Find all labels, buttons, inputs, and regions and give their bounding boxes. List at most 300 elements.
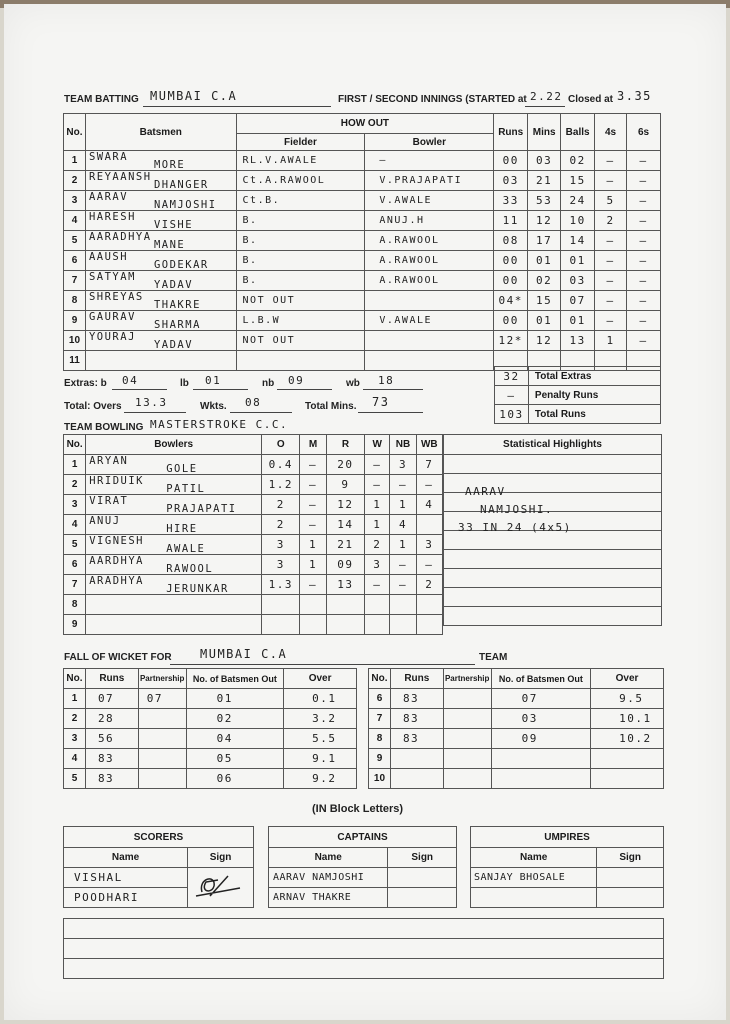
summary-table bbox=[494, 366, 661, 424]
fow-batsmen-out: 06 bbox=[186, 769, 284, 789]
bowling-row bbox=[64, 515, 443, 535]
fours-cell: — bbox=[595, 251, 627, 271]
w-cell bbox=[365, 615, 390, 635]
fow-runs: 28 bbox=[85, 709, 138, 729]
batting-row bbox=[64, 231, 661, 251]
batting-row bbox=[64, 291, 661, 311]
nb-cell: — bbox=[390, 575, 416, 595]
w-cell: 2 bbox=[365, 535, 390, 555]
row-number: 6 bbox=[64, 555, 86, 575]
scorers-title: SCORERS bbox=[64, 827, 254, 848]
row-number: 1 bbox=[64, 455, 86, 475]
fielder-cell: B. bbox=[236, 211, 365, 231]
fow-runs: 83 bbox=[85, 749, 138, 769]
wb-cell: 2 bbox=[416, 575, 442, 595]
r-cell: 09 bbox=[326, 555, 364, 575]
bowler-name: AARDHYA RAWOOL bbox=[86, 555, 262, 575]
fow-over: 9.2 bbox=[284, 769, 357, 789]
wb-cell bbox=[416, 595, 442, 615]
mins-cell: 15 bbox=[528, 291, 561, 311]
balls-cell: 02 bbox=[561, 151, 595, 171]
wb-cell bbox=[416, 615, 442, 635]
sixes-cell: — bbox=[627, 291, 661, 311]
col-partnership: Partnership bbox=[138, 669, 186, 689]
fours-cell: 5 bbox=[595, 191, 627, 211]
balls-cell: 14 bbox=[561, 231, 595, 251]
fow-row bbox=[64, 749, 357, 769]
sixes-cell: — bbox=[627, 251, 661, 271]
fow-partnership bbox=[138, 729, 186, 749]
col-overs: O bbox=[262, 435, 300, 455]
row-number: 4 bbox=[64, 749, 86, 769]
w-cell: — bbox=[365, 475, 390, 495]
balls-cell: 15 bbox=[561, 171, 595, 191]
r-cell bbox=[326, 615, 364, 635]
row-number: 9 bbox=[64, 311, 86, 331]
m-cell bbox=[300, 615, 326, 635]
col-no: No. bbox=[64, 669, 86, 689]
fow-runs: 83 bbox=[390, 729, 443, 749]
balls-cell: 01 bbox=[561, 311, 595, 331]
o-cell: 2 bbox=[262, 495, 300, 515]
mins-cell: 01 bbox=[528, 311, 561, 331]
wb-cell: — bbox=[416, 555, 442, 575]
fow-table-left bbox=[63, 668, 357, 789]
col-batsmen: Batsmen bbox=[85, 114, 236, 151]
fours-cell: — bbox=[595, 271, 627, 291]
wb-cell: 4 bbox=[416, 495, 442, 515]
wb-cell: — bbox=[416, 475, 442, 495]
fow-batsmen-out: 01 bbox=[186, 689, 284, 709]
fow-over: 3.2 bbox=[284, 709, 357, 729]
r-cell: 14 bbox=[326, 515, 364, 535]
fours-cell: — bbox=[595, 311, 627, 331]
wkts-label: Wkts. bbox=[200, 401, 227, 412]
bowling-row bbox=[64, 595, 443, 615]
scorer-signature bbox=[188, 868, 254, 908]
extras-nb: 09 bbox=[288, 374, 305, 387]
runs-cell: 08 bbox=[494, 231, 528, 251]
sixes-cell: — bbox=[627, 231, 661, 251]
fow-runs: 83 bbox=[85, 769, 138, 789]
fow-over: 10.2 bbox=[591, 729, 664, 749]
bowler-name: VIGNESH AWALE bbox=[86, 535, 262, 555]
bowler-name: HRIDUIK PATIL bbox=[86, 475, 262, 495]
bowling-row bbox=[64, 535, 443, 555]
row-number: 8 bbox=[64, 291, 86, 311]
o-cell: 3 bbox=[262, 535, 300, 555]
closed-label: Closed at bbox=[568, 94, 614, 105]
innings-label: FIRST / SECOND INNINGS (STARTED at bbox=[338, 94, 527, 105]
fow-runs: 56 bbox=[85, 729, 138, 749]
fow-row bbox=[369, 749, 664, 769]
batsman-name: SATYAM YADAV bbox=[85, 271, 236, 291]
bowling-row bbox=[64, 455, 443, 475]
runs-cell: 33 bbox=[494, 191, 528, 211]
wb-cell: 7 bbox=[416, 455, 442, 475]
bowler-cell: A.RAWOOL bbox=[365, 251, 494, 271]
row-number: 1 bbox=[64, 151, 86, 171]
extras-label: Extras: b bbox=[64, 378, 107, 389]
summary-label: Penalty Runs bbox=[528, 386, 660, 405]
m-cell: — bbox=[300, 515, 326, 535]
wb-cell: 3 bbox=[416, 535, 442, 555]
balls-cell: 03 bbox=[561, 271, 595, 291]
col-runs: Runs bbox=[494, 114, 528, 151]
bowler-cell: ANUJ.H bbox=[365, 211, 494, 231]
col-mins: Mins bbox=[528, 114, 561, 151]
wb-cell bbox=[416, 515, 442, 535]
w-cell: — bbox=[365, 575, 390, 595]
batting-row bbox=[64, 331, 661, 351]
captain-name-1: AARAV NAMJOSHI bbox=[269, 868, 388, 888]
bowler-cell: A.RAWOOL bbox=[365, 271, 494, 291]
nb-cell: 1 bbox=[390, 495, 416, 515]
captains-title: CAPTAINS bbox=[269, 827, 457, 848]
batsman-name: YOURAJ YADAV bbox=[85, 331, 236, 351]
row-number: 5 bbox=[64, 769, 86, 789]
bowler-name bbox=[86, 595, 262, 615]
runs-cell: 00 bbox=[494, 251, 528, 271]
col-wickets: W bbox=[365, 435, 390, 455]
umpire-name-1: SANJAY BHOSALE bbox=[471, 868, 597, 888]
batsman-name: AARADHYA MANE bbox=[85, 231, 236, 251]
bowler-cell bbox=[365, 331, 494, 351]
batting-row bbox=[64, 271, 661, 291]
balls-cell: 01 bbox=[561, 251, 595, 271]
summary-label: Total Runs bbox=[528, 405, 660, 424]
row-number: 4 bbox=[64, 211, 86, 231]
w-cell: 3 bbox=[365, 555, 390, 575]
nb-cell: — bbox=[390, 555, 416, 575]
fow-batsmen-out bbox=[491, 769, 590, 789]
sixes-cell: — bbox=[627, 211, 661, 231]
batting-row bbox=[64, 251, 661, 271]
summary-value: 32 bbox=[495, 367, 529, 386]
fours-cell: 1 bbox=[595, 331, 627, 351]
bowler-name: ANUJ HIRE bbox=[86, 515, 262, 535]
total-wkts: 08 bbox=[245, 396, 262, 409]
fours-cell: — bbox=[595, 231, 627, 251]
fow-batsmen-out: 02 bbox=[186, 709, 284, 729]
mins-cell: 17 bbox=[528, 231, 561, 251]
col-name: Name bbox=[269, 848, 388, 868]
fow-runs: 07 bbox=[85, 689, 138, 709]
r-cell: 12 bbox=[326, 495, 364, 515]
m-cell: 1 bbox=[300, 535, 326, 555]
batsman-name: AAUSH GODEKAR bbox=[85, 251, 236, 271]
fielder-cell: NOT OUT bbox=[236, 331, 365, 351]
r-cell: 9 bbox=[326, 475, 364, 495]
summary-value: — bbox=[495, 386, 529, 405]
o-cell: 0.4 bbox=[262, 455, 300, 475]
nb-cell: 3 bbox=[390, 455, 416, 475]
row-number: 4 bbox=[64, 515, 86, 535]
bowler-cell: V.AWALE bbox=[365, 311, 494, 331]
fielder-cell: NOT OUT bbox=[236, 291, 365, 311]
batting-row bbox=[64, 211, 661, 231]
mins-cell: 01 bbox=[528, 251, 561, 271]
sixes-cell: — bbox=[627, 271, 661, 291]
fow-partnership bbox=[443, 749, 491, 769]
col-sign: Sign bbox=[597, 848, 664, 868]
fow-runs bbox=[390, 749, 443, 769]
sixes-cell: — bbox=[627, 311, 661, 331]
m-cell: — bbox=[300, 495, 326, 515]
extras-b: 04 bbox=[122, 374, 139, 387]
fow-batsmen-out bbox=[491, 749, 590, 769]
fow-partnership bbox=[138, 709, 186, 729]
m-cell: — bbox=[300, 455, 326, 475]
col-runs: Runs bbox=[85, 669, 138, 689]
fow-partnership bbox=[443, 729, 491, 749]
fow-row bbox=[369, 709, 664, 729]
fow-row bbox=[64, 689, 357, 709]
fow-row bbox=[369, 729, 664, 749]
fow-runs: 83 bbox=[390, 709, 443, 729]
batting-table bbox=[63, 113, 661, 371]
fow-batsmen-out: 04 bbox=[186, 729, 284, 749]
fours-cell: 2 bbox=[595, 211, 627, 231]
fow-partnership bbox=[138, 749, 186, 769]
fow-row bbox=[64, 769, 357, 789]
col-fours: 4s bbox=[595, 114, 627, 151]
row-number: 2 bbox=[64, 475, 86, 495]
col-no: No. bbox=[64, 435, 86, 455]
col-wides: WB bbox=[416, 435, 442, 455]
m-cell: — bbox=[300, 475, 326, 495]
bowler-cell: A.RAWOOL bbox=[365, 231, 494, 251]
row-number: 10 bbox=[64, 331, 86, 351]
m-cell bbox=[300, 595, 326, 615]
fow-team-suffix: TEAM bbox=[479, 652, 508, 663]
extras-lb-label: lb bbox=[180, 378, 189, 389]
fow-over: 0.1 bbox=[284, 689, 357, 709]
row-number: 8 bbox=[64, 595, 86, 615]
bowling-row bbox=[64, 475, 443, 495]
mins-cell: 12 bbox=[528, 331, 561, 351]
col-bowler: Bowler bbox=[365, 134, 494, 151]
col-maidens: M bbox=[300, 435, 326, 455]
bowler-cell bbox=[365, 351, 494, 371]
r-cell: 21 bbox=[326, 535, 364, 555]
fow-team-value: MUMBAI C.A bbox=[200, 647, 288, 661]
col-over: Over bbox=[284, 669, 357, 689]
bowler-cell: — bbox=[365, 151, 494, 171]
bowler-name: ARADHYA JERUNKAR bbox=[86, 575, 262, 595]
bowling-row bbox=[64, 555, 443, 575]
bowling-row bbox=[64, 615, 443, 635]
m-cell: — bbox=[300, 575, 326, 595]
o-cell: 2 bbox=[262, 515, 300, 535]
nb-cell bbox=[390, 595, 416, 615]
runs-cell: 00 bbox=[494, 271, 528, 291]
col-sign: Sign bbox=[388, 848, 457, 868]
block-letters-note: (IN Block Letters) bbox=[312, 803, 404, 815]
r-cell: 20 bbox=[326, 455, 364, 475]
total-mins: 73 bbox=[372, 395, 390, 409]
team-bowling-label: TEAM BOWLING bbox=[64, 422, 144, 433]
fielder-cell bbox=[236, 351, 365, 371]
fow-runs: 83 bbox=[390, 689, 443, 709]
extras-nb-label: nb bbox=[262, 378, 275, 389]
batsman-name: GAURAV SHARMA bbox=[85, 311, 236, 331]
umpires-table bbox=[470, 826, 664, 908]
scorer-name-2: POODHARI bbox=[64, 888, 188, 908]
fow-row bbox=[369, 689, 664, 709]
fours-cell: — bbox=[595, 171, 627, 191]
captain-name-2: ARNAV THAKRE bbox=[269, 888, 388, 908]
summary-label: Total Extras bbox=[528, 367, 660, 386]
fow-partnership bbox=[443, 769, 491, 789]
fielder-cell: B. bbox=[236, 271, 365, 291]
col-no: No. bbox=[64, 114, 86, 151]
scorers-table bbox=[63, 826, 254, 908]
total-overs-label: Total: Overs bbox=[64, 401, 122, 412]
col-sixes: 6s bbox=[627, 114, 661, 151]
mins-cell: 03 bbox=[528, 151, 561, 171]
notes-box bbox=[63, 918, 664, 979]
fow-label: FALL OF WICKET FOR bbox=[64, 652, 172, 663]
nb-cell: 1 bbox=[390, 535, 416, 555]
bowler-cell: V.AWALE bbox=[365, 191, 494, 211]
row-number: 6 bbox=[64, 251, 86, 271]
fow-row bbox=[369, 769, 664, 789]
col-name: Name bbox=[471, 848, 597, 868]
fow-table-right bbox=[368, 668, 664, 789]
balls-cell: 07 bbox=[561, 291, 595, 311]
total-overs: 13.3 bbox=[135, 396, 168, 409]
fow-over bbox=[591, 769, 664, 789]
fow-partnership bbox=[138, 769, 186, 789]
fielder-cell: B. bbox=[236, 251, 365, 271]
w-cell bbox=[365, 595, 390, 615]
runs-cell: 11 bbox=[494, 211, 528, 231]
summary-row bbox=[495, 405, 661, 424]
fielder-cell: Ct.B. bbox=[236, 191, 365, 211]
batting-row bbox=[64, 151, 661, 171]
captains-table bbox=[268, 826, 457, 908]
fow-over: 9.1 bbox=[284, 749, 357, 769]
sixes-cell: — bbox=[627, 331, 661, 351]
balls-cell: 10 bbox=[561, 211, 595, 231]
fow-batsmen-out: 07 bbox=[491, 689, 590, 709]
fow-partnership: 07 bbox=[138, 689, 186, 709]
row-number: 9 bbox=[64, 615, 86, 635]
batsman-name: HARESH VISHE bbox=[85, 211, 236, 231]
col-no: No. bbox=[369, 669, 391, 689]
o-cell: 3 bbox=[262, 555, 300, 575]
fielder-cell: Ct.A.RAWOOL bbox=[236, 171, 365, 191]
fow-batsmen-out: 05 bbox=[186, 749, 284, 769]
o-cell: 1.2 bbox=[262, 475, 300, 495]
row-number: 3 bbox=[64, 495, 86, 515]
r-cell bbox=[326, 595, 364, 615]
mins-cell: 02 bbox=[528, 271, 561, 291]
row-number: 3 bbox=[64, 191, 86, 211]
fow-over: 5.5 bbox=[284, 729, 357, 749]
row-number: 3 bbox=[64, 729, 86, 749]
batting-row bbox=[64, 171, 661, 191]
mins-cell: 12 bbox=[528, 211, 561, 231]
row-number: 10 bbox=[369, 769, 391, 789]
batsman-name: AARAV NAMJOSHI bbox=[85, 191, 236, 211]
bowler-name: VIRAT PRAJAPATI bbox=[86, 495, 262, 515]
row-number: 6 bbox=[369, 689, 391, 709]
nb-cell: 4 bbox=[390, 515, 416, 535]
w-cell: 1 bbox=[365, 495, 390, 515]
row-number: 7 bbox=[64, 575, 86, 595]
col-sign: Sign bbox=[188, 848, 254, 868]
mins-cell: 21 bbox=[528, 171, 561, 191]
team-batting-value: MUMBAI C.A bbox=[150, 89, 238, 103]
col-noballs: NB bbox=[390, 435, 416, 455]
col-how-out: HOW OUT bbox=[236, 114, 494, 134]
col-bowlers: Bowlers bbox=[86, 435, 262, 455]
w-cell: — bbox=[365, 455, 390, 475]
extras-wb: 18 bbox=[378, 374, 395, 387]
batsman-name bbox=[85, 351, 236, 371]
fours-cell: — bbox=[595, 151, 627, 171]
summary-value: 103 bbox=[495, 405, 529, 424]
row-number: 7 bbox=[369, 709, 391, 729]
team-batting-label: TEAM BATTING bbox=[64, 94, 139, 105]
bowler-name bbox=[86, 615, 262, 635]
runs-cell: 00 bbox=[494, 311, 528, 331]
col-highlights: Statistical Highlights bbox=[444, 435, 662, 455]
fow-row bbox=[64, 709, 357, 729]
runs-cell: 00 bbox=[494, 151, 528, 171]
row-number: 9 bbox=[369, 749, 391, 769]
fow-batsmen-out: 03 bbox=[491, 709, 590, 729]
balls-cell: 13 bbox=[561, 331, 595, 351]
sixes-cell: — bbox=[627, 171, 661, 191]
runs-cell: 03 bbox=[494, 171, 528, 191]
mins-cell: 53 bbox=[528, 191, 561, 211]
w-cell: 1 bbox=[365, 515, 390, 535]
row-number: 8 bbox=[369, 729, 391, 749]
col-partnership: Partnership bbox=[443, 669, 491, 689]
runs-cell: 12* bbox=[494, 331, 528, 351]
col-balls: Balls bbox=[561, 114, 595, 151]
row-number: 2 bbox=[64, 709, 86, 729]
batting-row bbox=[64, 311, 661, 331]
fow-row bbox=[64, 729, 357, 749]
nb-cell: — bbox=[390, 475, 416, 495]
col-fielder: Fielder bbox=[236, 134, 365, 151]
started-value: 2.22 bbox=[530, 90, 563, 103]
total-mins-label: Total Mins. bbox=[305, 401, 357, 412]
sixes-cell: — bbox=[627, 151, 661, 171]
highlight-line-3: 33 IN 24 (4x5) bbox=[458, 521, 572, 534]
fielder-cell: RL.V.AWALE bbox=[236, 151, 365, 171]
row-number: 5 bbox=[64, 535, 86, 555]
row-number: 1 bbox=[64, 689, 86, 709]
fow-over: 9.5 bbox=[591, 689, 664, 709]
scorer-name-1: VISHAL bbox=[64, 868, 188, 888]
row-number: 2 bbox=[64, 171, 86, 191]
fow-partnership bbox=[443, 709, 491, 729]
bowling-table bbox=[63, 434, 443, 635]
o-cell: 1.3 bbox=[262, 575, 300, 595]
col-batsmen-out: No. of Batsmen Out bbox=[491, 669, 590, 689]
col-name: Name bbox=[64, 848, 188, 868]
r-cell: 13 bbox=[326, 575, 364, 595]
bowling-row bbox=[64, 575, 443, 595]
col-batsmen-out: No. of Batsmen Out bbox=[186, 669, 284, 689]
bowler-name: ARYAN GOLE bbox=[86, 455, 262, 475]
o-cell bbox=[262, 595, 300, 615]
